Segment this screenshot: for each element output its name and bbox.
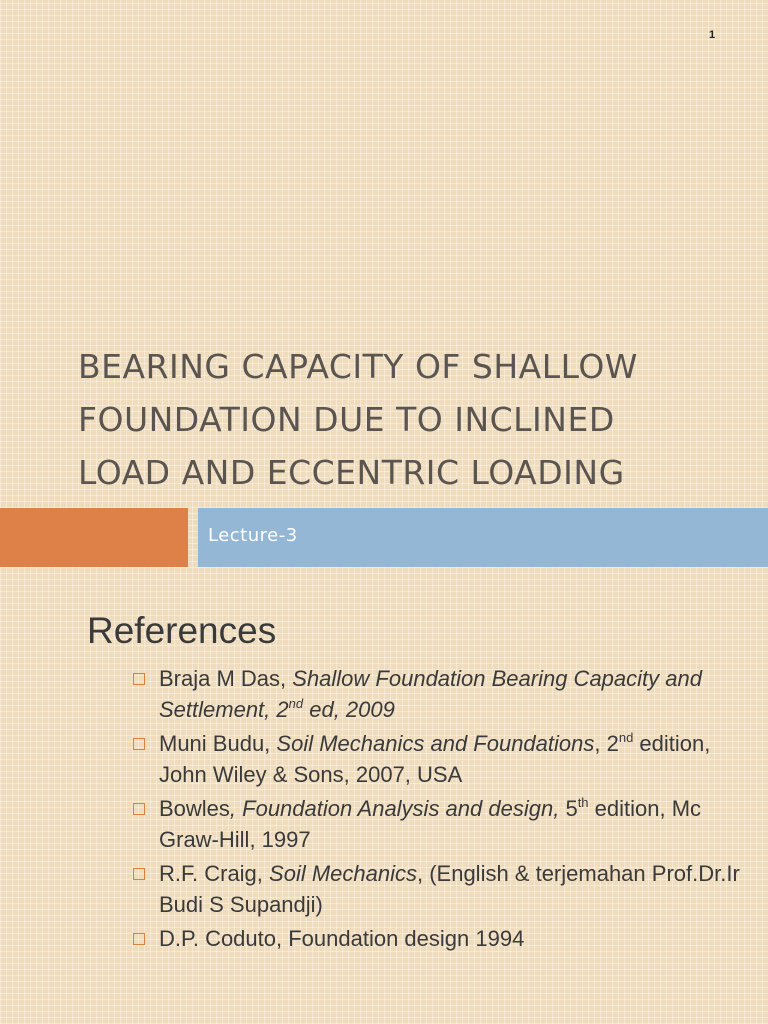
square-bullet-icon bbox=[133, 933, 145, 945]
reference-item bbox=[132, 728, 762, 790]
square-bullet-icon bbox=[133, 738, 145, 750]
reference-segment: , 2 bbox=[594, 731, 619, 756]
title-line-1: BEARING CAPACITY OF SHALLOW bbox=[78, 347, 638, 386]
references-list bbox=[132, 663, 762, 957]
square-bullet-icon bbox=[133, 803, 145, 815]
reference-segment: Soil Mechanics bbox=[269, 861, 417, 886]
reference-segment: D.P. Coduto, Foundation design 1994 bbox=[159, 926, 525, 951]
reference-segment: edition, John Wiley & Sons, 2007, USA bbox=[159, 731, 711, 787]
references-heading: References bbox=[87, 610, 277, 651]
reference-text bbox=[159, 666, 702, 722]
square-bullet-icon bbox=[133, 673, 145, 685]
reference-segment: Bowles bbox=[159, 796, 230, 821]
reference-segment: ed, 2009 bbox=[303, 697, 395, 722]
reference-segment: Braja M Das, bbox=[159, 666, 293, 691]
reference-text bbox=[159, 731, 710, 787]
title-line-3: LOAD AND ECCENTRIC LOADING bbox=[78, 453, 625, 492]
reference-item bbox=[132, 923, 762, 954]
reference-segment: Muni Budu, bbox=[159, 731, 277, 756]
slide-subtitle: Lecture-3 bbox=[208, 525, 298, 546]
accent-band-orange bbox=[0, 508, 188, 567]
square-bullet-icon bbox=[133, 868, 145, 880]
reference-segment: nd bbox=[618, 729, 634, 745]
reference-segment: edition, Mc Graw-Hill, 1997 bbox=[159, 796, 702, 852]
reference-item bbox=[132, 793, 762, 855]
slide-title bbox=[78, 340, 748, 499]
reference-item bbox=[132, 858, 762, 920]
reference-segment: 5 bbox=[559, 796, 578, 821]
reference-segment: th bbox=[577, 794, 589, 810]
reference-segment: R.F. Craig, bbox=[159, 861, 270, 886]
reference-segment: nd bbox=[288, 695, 304, 711]
reference-segment: Shallow Foundation Bearing Capacity and Settlement, 2 bbox=[159, 666, 702, 722]
reference-segment: , Foundation Analysis and design, bbox=[229, 796, 560, 821]
reference-item bbox=[132, 663, 762, 725]
reference-text bbox=[159, 861, 740, 917]
reference-text bbox=[159, 926, 524, 951]
reference-segment: Soil Mechanics and Foundations bbox=[276, 731, 595, 756]
title-line-2: FOUNDATION DUE TO INCLINED bbox=[78, 400, 615, 439]
page-number: 1 bbox=[708, 29, 716, 41]
reference-segment: , (English & terjemahan Prof.Dr.Ir Budi S Supandji) bbox=[159, 861, 740, 917]
reference-text bbox=[159, 796, 701, 852]
